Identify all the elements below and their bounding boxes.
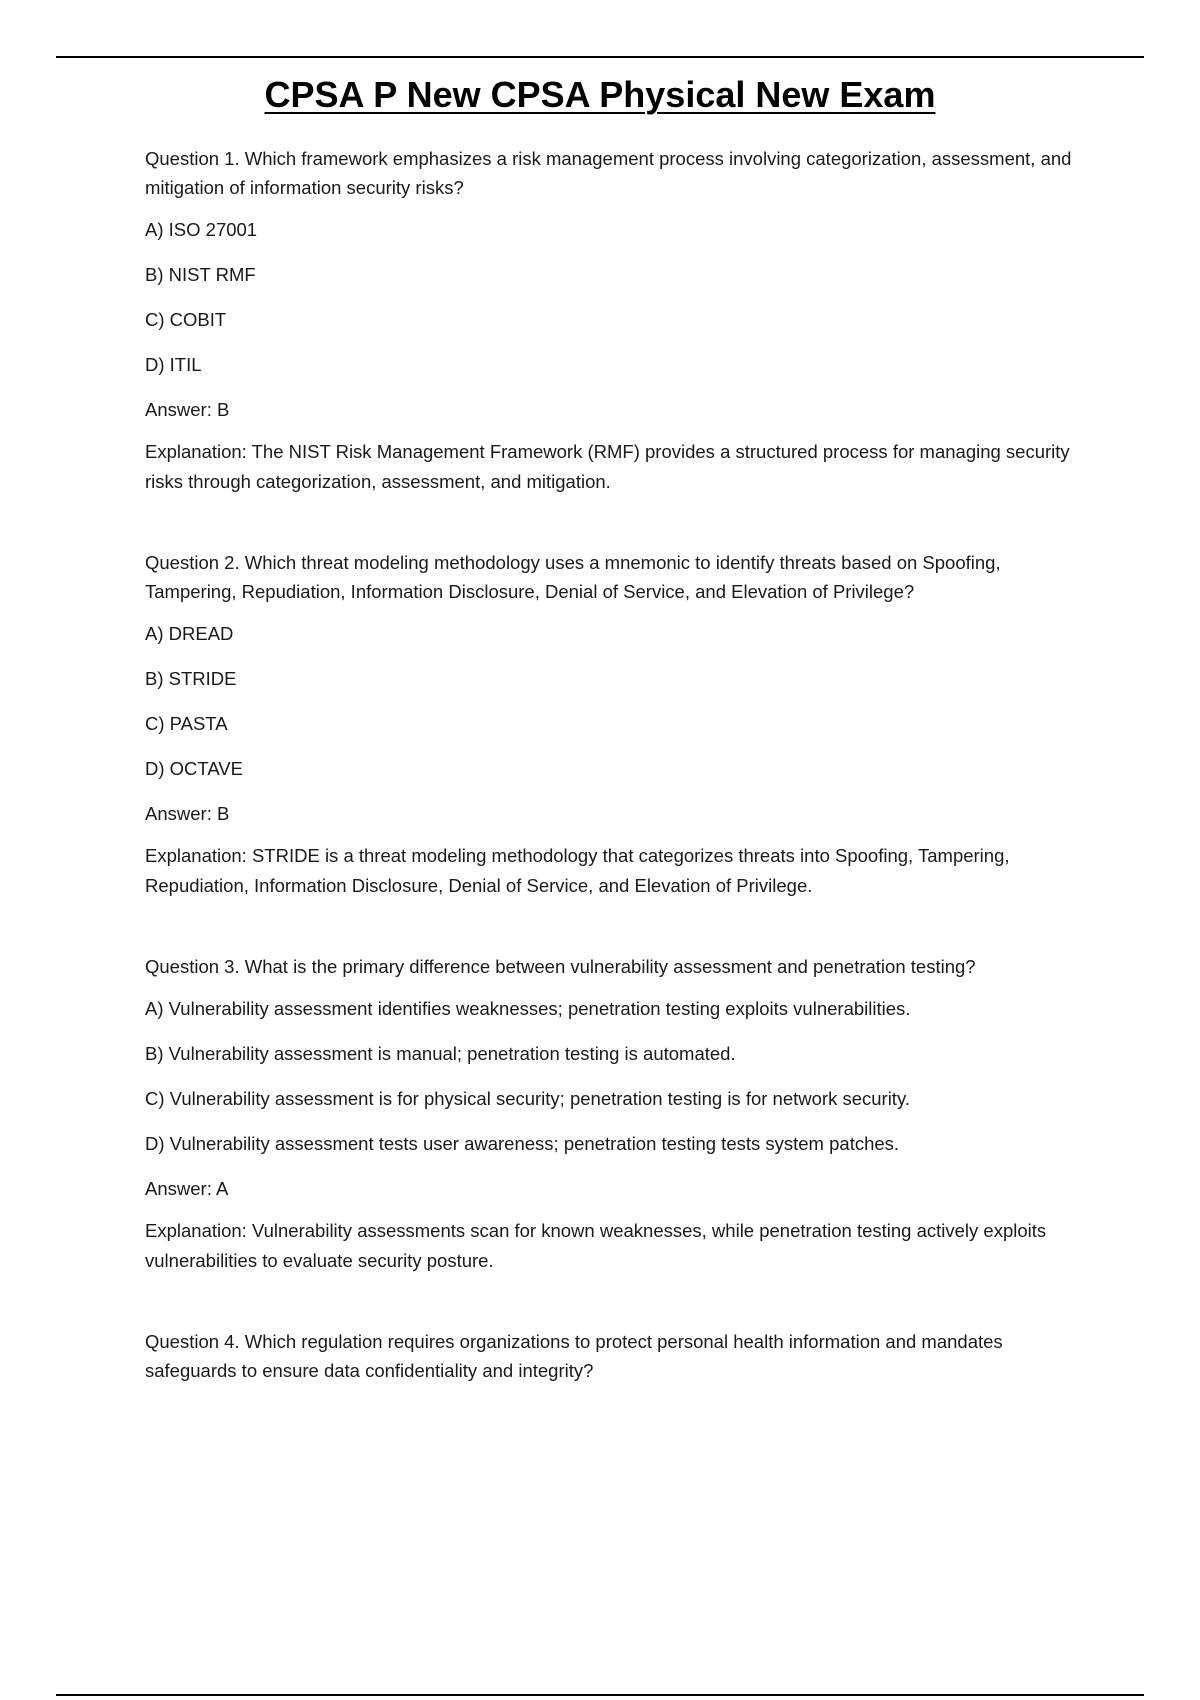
document-body bbox=[145, 144, 1085, 1436]
question-text: Question 2. Which threat modeling methodology uses a mnemonic to identify threats based on Spoofing, Tampering, Repudiation, Information Disclosure, Denial of Service, and Elevation of Privilege? bbox=[145, 552, 1001, 602]
answer-option-c: C) PASTA bbox=[145, 713, 228, 734]
question-block-4 bbox=[145, 1327, 1085, 1385]
answer-option-a: A) Vulnerability assessment identifies weaknesses; penetration testing exploits vulnerabilities. bbox=[145, 998, 911, 1019]
page-title: CPSA P New CPSA Physical New Exam bbox=[264, 74, 936, 115]
question-block-2 bbox=[145, 548, 1085, 901]
answer-key: Answer: A bbox=[145, 1178, 229, 1199]
answer-option-d: D) OCTAVE bbox=[145, 758, 243, 779]
answer-option-c: C) Vulnerability assessment is for physical security; penetration testing is for network security. bbox=[145, 1088, 910, 1109]
answer-option-b: B) STRIDE bbox=[145, 668, 237, 689]
header-rule bbox=[56, 56, 1144, 58]
answer-option-b: B) Vulnerability assessment is manual; penetration testing is automated. bbox=[145, 1043, 736, 1064]
answer-key: Answer: B bbox=[145, 803, 230, 824]
question-block-3 bbox=[145, 952, 1085, 1276]
answer-option-d: D) Vulnerability assessment tests user awareness; penetration testing tests system patches. bbox=[145, 1133, 900, 1154]
question-text: Question 1. Which framework emphasizes a risk management process involving categorization, assessment, and mitigation of information security risks? bbox=[145, 148, 1072, 198]
answer-explanation: Explanation: Vulnerability assessments scan for known weaknesses, while penetration testing actively exploits vulnerabilities to evaluate security posture. bbox=[145, 1220, 1047, 1271]
answer-explanation: Explanation: The NIST Risk Management Framework (RMF) provides a structured process for managing security risks through categorization, assessment, and mitigation. bbox=[145, 441, 1070, 492]
answer-option-d: D) ITIL bbox=[145, 354, 202, 375]
question-block-1 bbox=[145, 144, 1085, 497]
question-text: Question 3. What is the primary difference between vulnerability assessment and penetration testing? bbox=[145, 956, 976, 977]
answer-option-a: A) ISO 27001 bbox=[145, 219, 258, 240]
answer-explanation: Explanation: STRIDE is a threat modeling methodology that categorizes threats into Spoofing, Tampering, Repudiation, Information Disclosure, Denial of Service, and Elevation of Privilege. bbox=[145, 845, 1010, 896]
answer-option-c: C) COBIT bbox=[145, 309, 227, 330]
answer-key: Answer: B bbox=[145, 399, 230, 420]
question-text: Question 4. Which regulation requires organizations to protect personal health information and mandates safeguards to ensure data confidentiality and integrity? bbox=[145, 1331, 1003, 1381]
footer-rule bbox=[56, 1694, 1144, 1696]
answer-option-a: A) DREAD bbox=[145, 623, 234, 644]
answer-option-b: B) NIST RMF bbox=[145, 264, 256, 285]
